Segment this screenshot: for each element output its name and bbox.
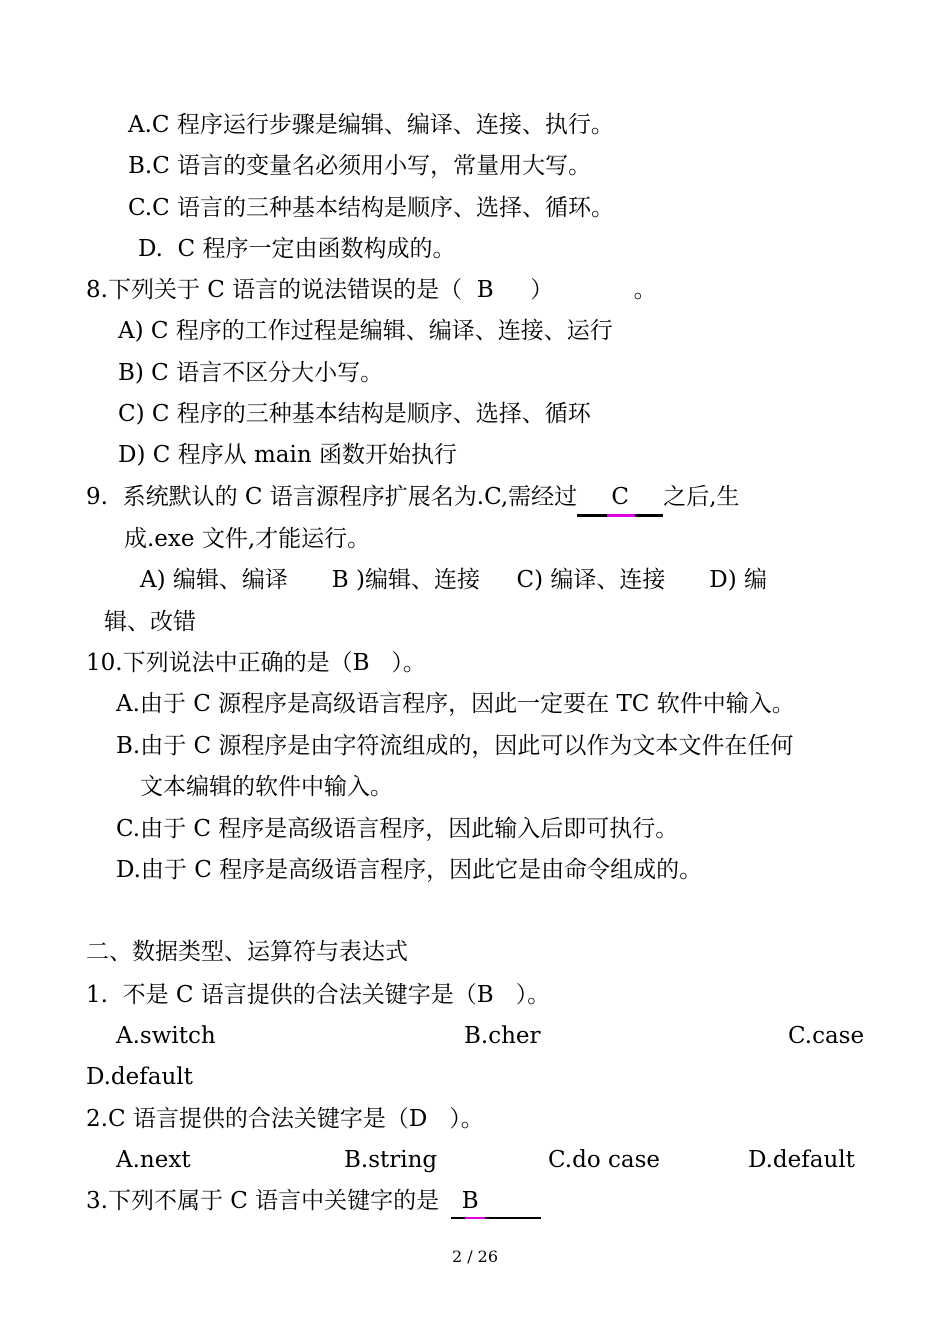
option-line: C.由于 C 程序是高级语言程序，因此输入后即可执行。 — [116, 816, 679, 842]
option-line-continuation: 文本编辑的软件中输入。 — [140, 774, 393, 800]
answer-text: C — [611, 484, 629, 510]
option-line: D.由于 C 程序是高级语言程序，因此它是由命令组成的。 — [116, 857, 703, 883]
section2-question-2: 2.C 语言提供的合法关键字是（D ）。 — [86, 1106, 484, 1132]
option-d: D.default — [748, 1147, 855, 1173]
page-number: 2 / 26 — [451, 1247, 499, 1266]
option-b: B.string — [344, 1147, 438, 1173]
question-8: 8.下列关于 C 语言的说法错误的是（ B ） 。 — [86, 277, 657, 303]
question-3-text: 3.下列不属于 C 语言中关键字的是 — [86, 1188, 440, 1214]
option-line: C.C 语言的三种基本结构是顺序、选择、循环。 — [128, 195, 614, 221]
option-line: A.C 程序运行步骤是编辑、编译、连接、执行。 — [128, 112, 614, 138]
question-10: 10.下列说法中正确的是（B ）。 — [86, 650, 426, 676]
option-d: D.default — [86, 1064, 193, 1090]
question-9-options-continuation: 辑、改错 — [104, 609, 196, 635]
option-line: B) C 语言不区分大小写。 — [118, 360, 384, 386]
question-9-text: 9. 系统默认的 C 语言源程序扩展名为.C,需经过 — [86, 484, 578, 510]
section2-question-3 — [86, 1187, 541, 1215]
answer-mark — [607, 514, 635, 517]
answer-underline — [577, 514, 663, 517]
option-line: C) C 程序的三种基本结构是顺序、选择、循环 — [118, 401, 591, 427]
option-b: B.cher — [464, 1023, 541, 1049]
option-line: D) C 程序从 main 函数开始执行 — [118, 442, 457, 468]
option-c: C.case — [788, 1023, 865, 1049]
answer-text: B — [461, 1188, 479, 1214]
answer-blank — [451, 1187, 541, 1215]
option-a: A.next — [116, 1147, 191, 1173]
answer-blank — [577, 483, 663, 511]
section-heading: 二、数据类型、运算符与表达式 — [86, 939, 408, 965]
question-9-options: A) 编辑、编译 B )编辑、连接 C) 编译、连接 D) 编 — [140, 567, 767, 593]
option-line: B.由于 C 源程序是由字符流组成的，因此可以作为文本文件在任何 — [116, 733, 794, 759]
question-9 — [86, 483, 740, 511]
option-line: B.C 语言的变量名必须用小写，常量用大写。 — [128, 153, 592, 179]
question-9-continuation: 成.exe 文件,才能运行。 — [124, 526, 371, 552]
option-a: A.switch — [116, 1023, 216, 1049]
option-line: A.由于 C 源程序是高级语言程序，因此一定要在 TC 软件中输入。 — [116, 691, 795, 717]
option-line: A) C 程序的工作过程是编辑、编译、连接、运行 — [118, 318, 613, 344]
answer-underline — [451, 1217, 541, 1219]
answer-mark — [465, 1217, 485, 1219]
option-line: D. C 程序一定由函数构成的。 — [138, 236, 456, 262]
section2-question-1: 1. 不是 C 语言提供的合法关键字是（B ）。 — [86, 982, 551, 1008]
question-9-text-end: 之后,生 — [663, 484, 740, 510]
option-c: C.do case — [548, 1147, 660, 1173]
